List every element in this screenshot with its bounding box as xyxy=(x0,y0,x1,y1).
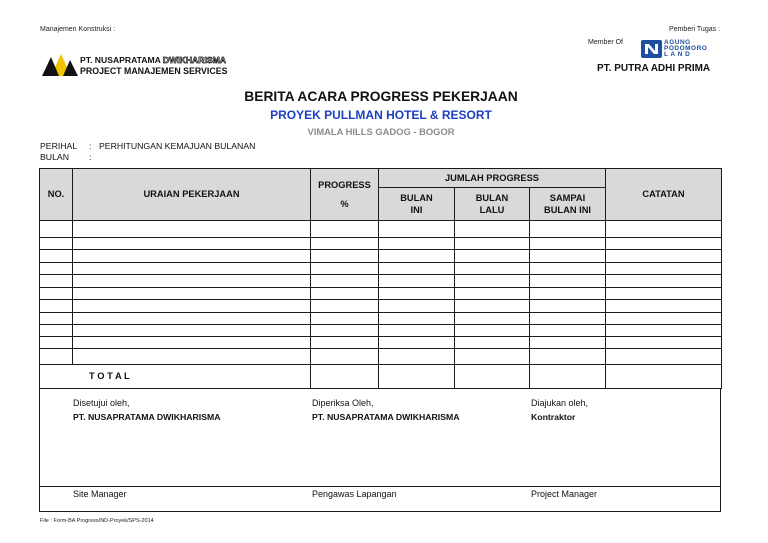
cell-bulan-ini xyxy=(379,349,455,365)
signature-role-label: Disetujui oleh, xyxy=(73,398,130,408)
cell-bulan-ini xyxy=(379,221,455,238)
cell-bulan-ini xyxy=(379,300,455,313)
signature-company: PT. NUSAPRATAMA DWIKHARISMA xyxy=(312,412,460,422)
header-progress xyxy=(311,169,379,221)
cell-uraian-pekerjaan xyxy=(73,263,311,275)
cell-bulan-ini xyxy=(379,238,455,250)
cell-progress xyxy=(311,250,379,263)
header-bulan-lalu-line: LALU xyxy=(479,205,505,215)
cell-progress xyxy=(311,349,379,365)
signature-role-label: Diperiksa Oleh, xyxy=(312,398,374,408)
table-row xyxy=(40,263,722,275)
header-bulan-ini-line: INI xyxy=(410,205,423,215)
pemberi-tugas-label: Pemberi Tugas : xyxy=(669,26,720,33)
cell-sampai-bulan-ini xyxy=(530,263,606,275)
header-sampai-bulan-ini-line: BULAN INI xyxy=(544,205,591,215)
total-sampai-bulan-ini xyxy=(530,365,606,389)
cell-uraian-pekerjaan xyxy=(73,325,311,337)
cell-bulan-ini xyxy=(379,250,455,263)
table-row xyxy=(40,250,722,263)
cell-no xyxy=(40,263,73,275)
partner-logo-line: AGUNG xyxy=(664,39,691,46)
total-progress xyxy=(311,365,379,389)
file-reference-footer: File : Form-BA Progress/ND-Proyek/SPS-2014 xyxy=(40,518,154,524)
total-bulan-ini xyxy=(379,365,455,389)
cell-bulan-ini xyxy=(379,313,455,325)
manajemen-konstruksi-label: Manajemen Konstruksi : xyxy=(40,26,116,33)
header-bulan-lalu xyxy=(455,188,530,221)
perihal-value: PERHITUNGAN KEMAJUAN BULANAN xyxy=(99,141,256,151)
cell-no xyxy=(40,349,73,365)
signature-company: PT. NUSAPRATAMA DWIKHARISMA xyxy=(73,412,221,422)
cell-catatan xyxy=(606,250,722,263)
table-row xyxy=(40,337,722,349)
header-sampai-bulan-ini-line: SAMPAI xyxy=(549,193,586,203)
cell-no xyxy=(40,300,73,313)
project-location: VIMALA HILLS GADOG - BOGOR xyxy=(307,126,455,137)
cell-uraian-pekerjaan xyxy=(73,250,311,263)
cell-bulan-ini xyxy=(379,325,455,337)
project-name: PROYEK PULLMAN HOTEL & RESORT xyxy=(270,108,492,122)
table-row xyxy=(40,313,722,325)
cell-bulan-lalu xyxy=(455,300,530,313)
total-label: T O T A L xyxy=(40,365,311,389)
cell-no xyxy=(40,288,73,300)
signature-position: Project Manager xyxy=(531,489,598,499)
partner-logo-text xyxy=(664,40,707,59)
cell-no xyxy=(40,238,73,250)
cell-sampai-bulan-ini xyxy=(530,221,606,238)
table-row xyxy=(40,221,722,238)
cell-bulan-lalu xyxy=(455,250,530,263)
signature-checker xyxy=(312,388,512,511)
cell-sampai-bulan-ini xyxy=(530,250,606,263)
cell-bulan-ini xyxy=(379,275,455,288)
cell-catatan xyxy=(606,288,722,300)
cell-sampai-bulan-ini xyxy=(530,337,606,349)
cell-catatan xyxy=(606,263,722,275)
cell-no xyxy=(40,250,73,263)
cell-bulan-lalu xyxy=(455,337,530,349)
cell-bulan-ini xyxy=(379,263,455,275)
table-row xyxy=(40,275,722,288)
cell-sampai-bulan-ini xyxy=(530,275,606,288)
cell-catatan xyxy=(606,313,722,325)
cell-progress xyxy=(311,221,379,238)
perihal-label: PERIHAL xyxy=(40,141,78,151)
signature-submitter xyxy=(531,388,731,511)
table-row xyxy=(40,300,722,313)
signature-position: Site Manager xyxy=(73,489,127,499)
header-bulan-lalu-line: BULAN xyxy=(475,193,509,203)
signature-company: Kontraktor xyxy=(531,412,576,422)
cell-progress xyxy=(311,275,379,288)
cell-bulan-lalu xyxy=(455,349,530,365)
header-sampai-bulan-ini xyxy=(530,188,606,221)
table-row xyxy=(40,238,722,250)
cell-no xyxy=(40,275,73,288)
cell-no xyxy=(40,221,73,238)
cell-no xyxy=(40,337,73,349)
cell-progress xyxy=(311,263,379,275)
cell-catatan xyxy=(606,300,722,313)
mountain-peaks-logo-icon xyxy=(42,54,79,76)
header-no: NO. xyxy=(40,169,73,221)
cell-bulan-lalu xyxy=(455,288,530,300)
cell-bulan-lalu xyxy=(455,325,530,337)
cell-no xyxy=(40,313,73,325)
cell-bulan-lalu xyxy=(455,263,530,275)
cell-bulan-lalu xyxy=(455,221,530,238)
cell-uraian-pekerjaan xyxy=(73,275,311,288)
cell-sampai-bulan-ini xyxy=(530,288,606,300)
header-row xyxy=(40,169,722,188)
bulan-label: BULAN xyxy=(40,152,69,162)
cell-sampai-bulan-ini xyxy=(530,300,606,313)
cell-bulan-lalu xyxy=(455,238,530,250)
consultant-name-outline: DWIKHARISMA xyxy=(162,55,226,65)
header-uraian-pekerjaan: URAIAN PEKERJAAN xyxy=(73,169,311,221)
cell-sampai-bulan-ini xyxy=(530,313,606,325)
table-row xyxy=(40,349,722,365)
cell-sampai-bulan-ini xyxy=(530,349,606,365)
perihal-separator: : xyxy=(89,141,92,151)
cell-uraian-pekerjaan xyxy=(73,300,311,313)
cell-progress xyxy=(311,337,379,349)
partner-logo-line: PODOMORO xyxy=(664,45,708,53)
header-catatan: CATATAN xyxy=(606,169,722,221)
table-row xyxy=(40,288,722,300)
cell-bulan-lalu xyxy=(455,275,530,288)
header-bulan-ini-line: BULAN xyxy=(400,193,433,203)
document-title: BERITA ACARA PROGRESS PEKERJAAN xyxy=(244,89,518,104)
table-row xyxy=(40,325,722,337)
total-bulan-lalu xyxy=(455,365,530,389)
cell-progress xyxy=(311,238,379,250)
progress-table xyxy=(39,168,722,389)
agung-podomoro-mark-icon xyxy=(641,40,662,58)
cell-uraian-pekerjaan xyxy=(73,238,311,250)
cell-sampai-bulan-ini xyxy=(530,325,606,337)
header-jumlah-progress: JUMLAH PROGRESS xyxy=(379,169,606,188)
total-catatan xyxy=(606,365,722,389)
client-company-name: PT. PUTRA ADHI PRIMA xyxy=(597,63,711,74)
consultant-tagline: PROJECT MANAJEMEN SERVICES xyxy=(80,66,228,76)
cell-uraian-pekerjaan xyxy=(73,337,311,349)
cell-catatan xyxy=(606,238,722,250)
partner-logo-line: L A N D xyxy=(664,51,691,59)
consultant-name-plain: PT. NUSAPRATAMA xyxy=(80,55,161,65)
signature-section xyxy=(39,388,721,512)
cell-uraian-pekerjaan xyxy=(73,349,311,365)
cell-bulan-ini xyxy=(379,288,455,300)
cell-progress xyxy=(311,300,379,313)
cell-catatan xyxy=(606,221,722,238)
cell-sampai-bulan-ini xyxy=(530,238,606,250)
consultant-company-name xyxy=(80,55,226,65)
cell-progress xyxy=(311,288,379,300)
cell-bulan-ini xyxy=(379,337,455,349)
bulan-separator: : xyxy=(89,152,92,162)
cell-uraian-pekerjaan xyxy=(73,221,311,238)
cell-catatan xyxy=(606,337,722,349)
header-bulan-ini xyxy=(379,188,455,221)
signature-role-label: Diajukan oleh, xyxy=(531,398,589,408)
header-progress-label: PROGRESS xyxy=(318,179,371,190)
table-body xyxy=(40,221,722,389)
cell-catatan xyxy=(606,275,722,288)
signature-position: Pengawas Lapangan xyxy=(312,489,397,499)
table-header xyxy=(40,169,722,221)
total-row xyxy=(40,365,722,389)
cell-no xyxy=(40,325,73,337)
cell-catatan xyxy=(606,349,722,365)
cell-progress xyxy=(311,325,379,337)
member-of-label: Member Of xyxy=(588,39,624,46)
signature-approver xyxy=(73,388,273,511)
cell-progress xyxy=(311,313,379,325)
cell-bulan-lalu xyxy=(455,313,530,325)
cell-uraian-pekerjaan xyxy=(73,288,311,300)
cell-uraian-pekerjaan xyxy=(73,313,311,325)
cell-catatan xyxy=(606,325,722,337)
header-progress-unit: % xyxy=(340,198,349,209)
